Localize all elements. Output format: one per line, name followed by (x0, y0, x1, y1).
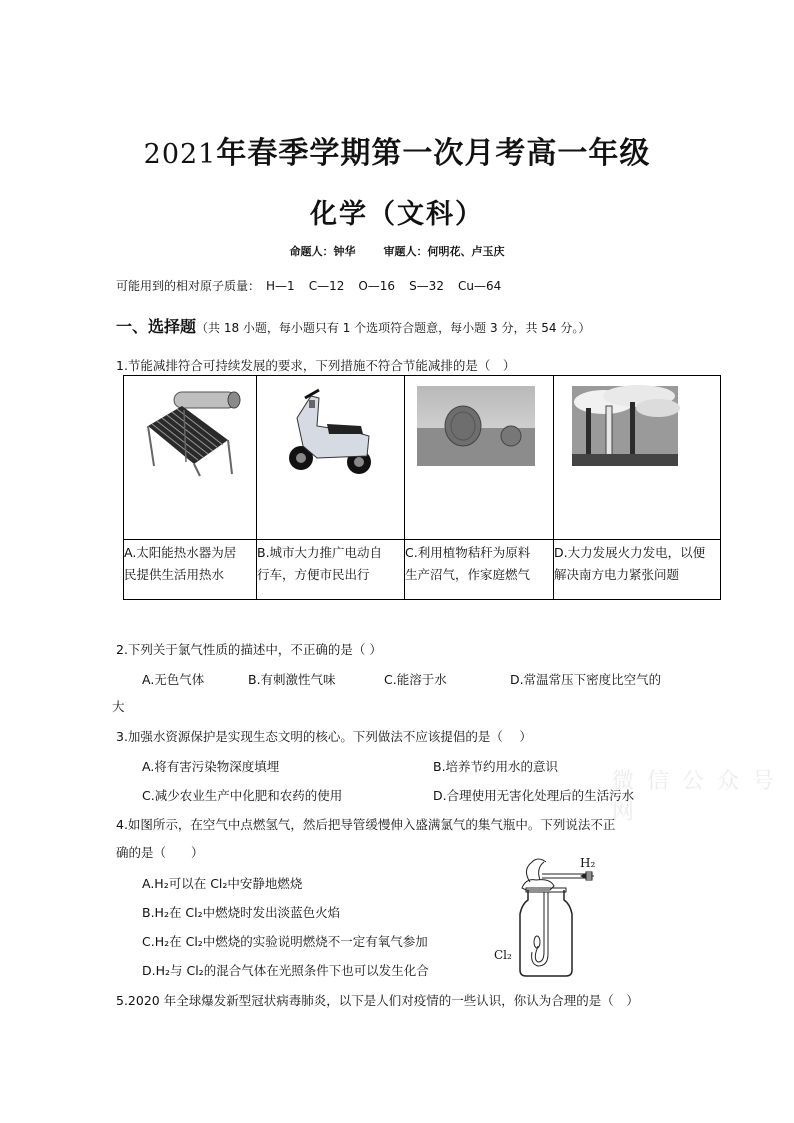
option-d-caption (554, 540, 721, 600)
question-3-option-b: B.培养节约用水的意识 (433, 759, 559, 774)
option-b-line-2: 行车，方便市民出行 (257, 567, 370, 582)
atomic-mass-item: O—16 (358, 279, 396, 293)
question-4-option-b: B.H₂在 Cl₂中燃烧时发出淡蓝色火焰 (142, 905, 341, 920)
exam-subject: 化学（文科） (310, 199, 484, 230)
atomic-mass-item: C—12 (308, 279, 345, 293)
electric-scooter-image (257, 376, 405, 539)
question-3-option-a: A.将有害污染物深度填埋 (142, 759, 280, 774)
exam-reviewer: 审题人：何明花、卢玉庆 (383, 245, 505, 258)
section-note: （共 18 小题，每小题只有 1 个选项符合题意，每小题 3 分，共 54 分。） (196, 321, 591, 335)
exam-authors (0, 243, 794, 259)
question-4-stem-line-2: 确的是（ ） (116, 845, 204, 860)
option-a-line-2: 民提供生活用热水 (124, 567, 225, 582)
option-a-line-1: A.太阳能热水器为居 (124, 545, 237, 560)
question-3-stem: 3.加强水资源保护是实现生态文明的核心。下列做法不应该提倡的是（ ） (116, 729, 532, 744)
solar-water-heater-image (124, 376, 257, 539)
watermark: 微 信 公 众 号 网 (612, 769, 777, 825)
question-4-option-c: C.H₂在 Cl₂中燃烧的实验说明燃烧不一定有氧气参加 (142, 934, 428, 949)
question-1-option-table (123, 375, 721, 600)
option-a-picture-cell (124, 376, 257, 540)
atomic-mass-item: Cu—64 (457, 279, 502, 293)
question-2-option-b: B.有刺激性气味 (248, 672, 336, 687)
option-c-line-1: C.利用植物秸秆为原料 (405, 545, 531, 560)
option-d-line-1: D.大力发展火力发电，以便 (554, 545, 706, 560)
question-5-stem: 5.2020 年全球爆发新型冠状病毒肺炎，以下是人们对疫情的一些认识，你认为合理的是（ ） (116, 993, 639, 1008)
atomic-mass-line (116, 277, 515, 294)
atomic-mass-item: H—1 (266, 279, 295, 293)
question-2-option-d: D.常温常压下密度比空气的 (510, 672, 662, 687)
option-b-picture-cell (257, 376, 405, 540)
option-d-line-2: 解决南方电力紧张问题 (554, 567, 680, 582)
question-4-stem-line-1: 4.如图所示，在空气中点燃氢气，然后把导管缓慢伸入盛满氯气的集气瓶中。下列说法不正 (116, 817, 616, 832)
question-3-option-d: D.合理使用无害化处理后的生活污水 (433, 788, 635, 803)
exam-title-text: 年春季学期第一次月考高一年级 (216, 136, 651, 171)
question-2-option-d-wrap: 大 (112, 699, 125, 714)
question-1-stem: 1.节能减排符合可持续发展的要求，下列措施不符合节能减排的是（ ） (116, 358, 516, 373)
option-d-picture-cell (554, 376, 721, 540)
section-title: 一、选择题 (116, 317, 197, 336)
option-b-line-1: B.城市大力推广电动自 (257, 545, 383, 560)
figure-label-cl2: Cl₂ (494, 948, 512, 962)
option-a-caption (124, 540, 257, 600)
exam-setter: 命题人：钟华 (289, 245, 356, 258)
section-heading (116, 314, 590, 337)
power-plant-smokestacks-image (554, 376, 721, 539)
atomic-mass-label: 可能用到的相对原子质量： (116, 279, 261, 293)
question-2-stem: 2.下列关于氯气性质的描述中，不正确的是（ ） (116, 642, 382, 657)
option-c-caption (405, 540, 554, 600)
question-4-option-a: A.H₂可以在 Cl₂中安静地燃烧 (142, 876, 303, 891)
question-2-option-c: C.能溶于水 (384, 672, 447, 687)
figure-label-h2: H₂ (580, 856, 596, 870)
option-c-line-2: 生产沼气，作家庭燃气 (405, 567, 531, 582)
straw-bales-image (405, 376, 554, 539)
question-2-option-a: A.无色气体 (142, 672, 205, 687)
question-3-option-c: C.减少农业生产中化肥和农药的使用 (142, 788, 343, 803)
atomic-mass-item: S—32 (409, 279, 444, 293)
option-c-picture-cell (405, 376, 554, 540)
question-4-option-d: D.H₂与 Cl₂的混合气体在光照条件下也可以发生化合 (142, 963, 429, 978)
exam-title (0, 128, 794, 172)
option-b-caption (257, 540, 405, 600)
exam-year: 2021 (143, 139, 217, 170)
